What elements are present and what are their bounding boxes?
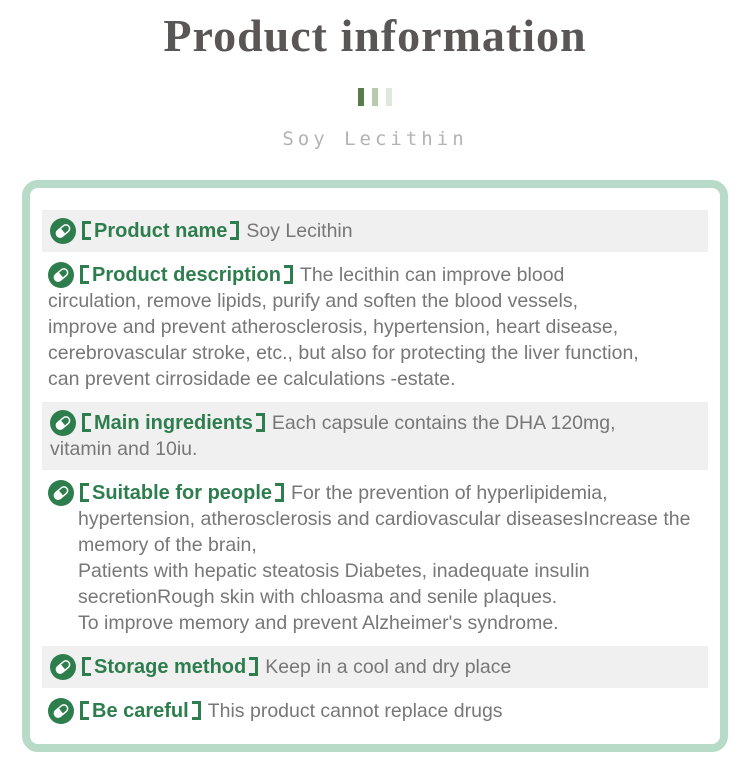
bracket-open-icon <box>82 413 91 432</box>
bracket-close-icon <box>192 701 201 720</box>
bracket-close-icon <box>284 265 293 284</box>
bracket-close-icon <box>275 483 284 502</box>
section-title: Product name <box>94 220 228 242</box>
capsule-icon <box>48 698 74 724</box>
section-text: Soy Lecithin <box>246 220 353 242</box>
section-title: Be careful <box>92 700 189 722</box>
section-title: Main ingredients <box>94 412 253 434</box>
capsule-icon <box>48 480 74 506</box>
section-text-line: Patients with hepatic steatosis Diabetes, inadequate insulin secretionRough skin with chloasma and senile plaques. <box>78 560 590 608</box>
capsule-icon <box>50 410 76 436</box>
section-text: The lecithin can improve blood circulation, remove lipids, purify and soften the blood vessels, improve and prevent atherosclerosis, hypertension, heart disease, cerebrovascular stroke, etc., but also for protecting the liver function, can prevent cirrosidade ee calculations -estate. <box>48 264 639 390</box>
capsule-icon <box>50 218 76 244</box>
bracket-open-icon <box>82 221 91 240</box>
bracket-open-icon <box>82 657 91 676</box>
bracket-close-icon <box>249 657 258 676</box>
bracket-open-icon <box>80 265 89 284</box>
section-suitable-for-people <box>42 480 708 636</box>
page-title: Product information <box>163 10 587 61</box>
capsule-icon <box>50 654 76 680</box>
section-be-careful <box>42 698 708 724</box>
divider <box>0 88 750 106</box>
bracket-close-icon <box>256 413 265 432</box>
section-product-name <box>42 210 708 252</box>
section-storage-method <box>42 646 708 688</box>
section-text: Each capsule contains the DHA 120mg, vitamin and 10iu. <box>50 412 616 460</box>
section-text: For the prevention of hyperlipidemia, hypertension, atherosclerosis and cardiovascular diseasesIncrease the memory of the brain, <box>78 482 691 556</box>
section-product-description <box>42 262 708 392</box>
divider-bar-dark <box>358 88 364 106</box>
divider-bar-medium <box>372 88 378 106</box>
bracket-close-icon <box>230 221 239 240</box>
section-main-ingredients <box>42 402 708 470</box>
section-title: Suitable for people <box>92 482 273 504</box>
section-title: Storage method <box>94 656 247 678</box>
section-text-line: To improve memory and prevent Alzheimer's syndrome. <box>78 612 559 634</box>
section-title: Product description <box>92 264 281 286</box>
product-subtitle: Soy Lecithin <box>282 128 468 150</box>
bracket-open-icon <box>80 483 89 502</box>
capsule-icon <box>48 262 74 288</box>
bracket-open-icon <box>80 701 89 720</box>
divider-bar-light <box>386 88 392 106</box>
product-info-card <box>22 180 728 752</box>
section-text: This product cannot replace drugs <box>207 700 503 722</box>
section-text: Keep in a cool and dry place <box>265 656 512 678</box>
